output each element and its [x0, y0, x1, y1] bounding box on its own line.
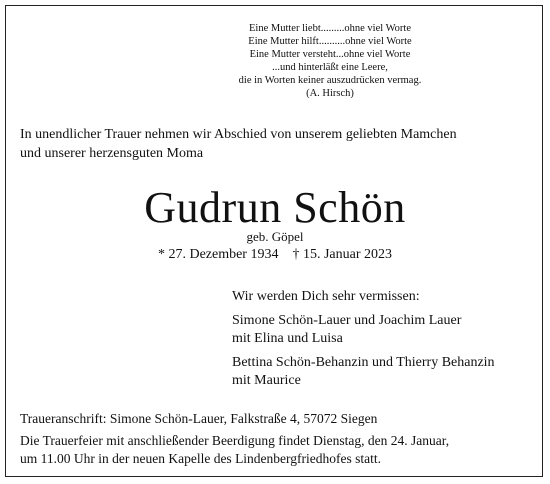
mourning-address: Traueranschrift: Simone Schön-Lauer, Falkstraße 4, 57072 Siegen — [20, 411, 378, 426]
poem-line: Eine Mutter versteht...ohne viel Worte — [249, 49, 411, 60]
intro-line: und unserer herzensguten Moma — [20, 146, 204, 161]
poem-line: ...und hinterläßt eine Leere, — [272, 62, 388, 73]
maiden-name: geb. Göpel — [246, 229, 304, 244]
family-line: mit Elina und Luisa — [232, 331, 343, 346]
intro-line: In unendlicher Trauer nehmen wir Abschied von unserem geliebten Mamchen — [20, 127, 457, 142]
family-line: mit Maurice — [232, 373, 301, 388]
poem — [220, 22, 440, 100]
poem-line: Eine Mutter liebt.........ohne viel Worte — [249, 23, 411, 34]
poem-line: Eine Mutter hilft..........ohne viel Worte — [248, 36, 412, 47]
death-date: † 15. Januar 2023 — [292, 247, 393, 262]
family-group — [232, 312, 537, 348]
birth-date: * 27. Dezember 1934 — [157, 247, 279, 262]
mourners-heading: Wir werden Dich sehr vermissen: — [232, 289, 420, 304]
intro-text — [20, 125, 530, 163]
family-line: Bettina Schön-Behanzin und Thierry Behanzin — [232, 355, 495, 370]
family-group — [232, 354, 537, 390]
poem-author: (A. Hirsch) — [306, 88, 354, 99]
footer — [20, 410, 535, 468]
poem-line: die in Worten keiner auszudrücken vermag. — [238, 75, 422, 86]
mourners — [232, 288, 537, 396]
family-line: Simone Schön-Lauer und Joachim Lauer — [232, 313, 462, 328]
service-line: um 11.00 Uhr in der neuen Kapelle des Lindenbergfriedhofes statt. — [20, 451, 382, 466]
deceased-name: Gudrun Schön — [144, 183, 406, 232]
service-line: Die Trauerfeier mit anschließender Beerdigung findet Dienstag, den 24. Januar, — [20, 433, 450, 448]
life-dates — [0, 246, 550, 264]
